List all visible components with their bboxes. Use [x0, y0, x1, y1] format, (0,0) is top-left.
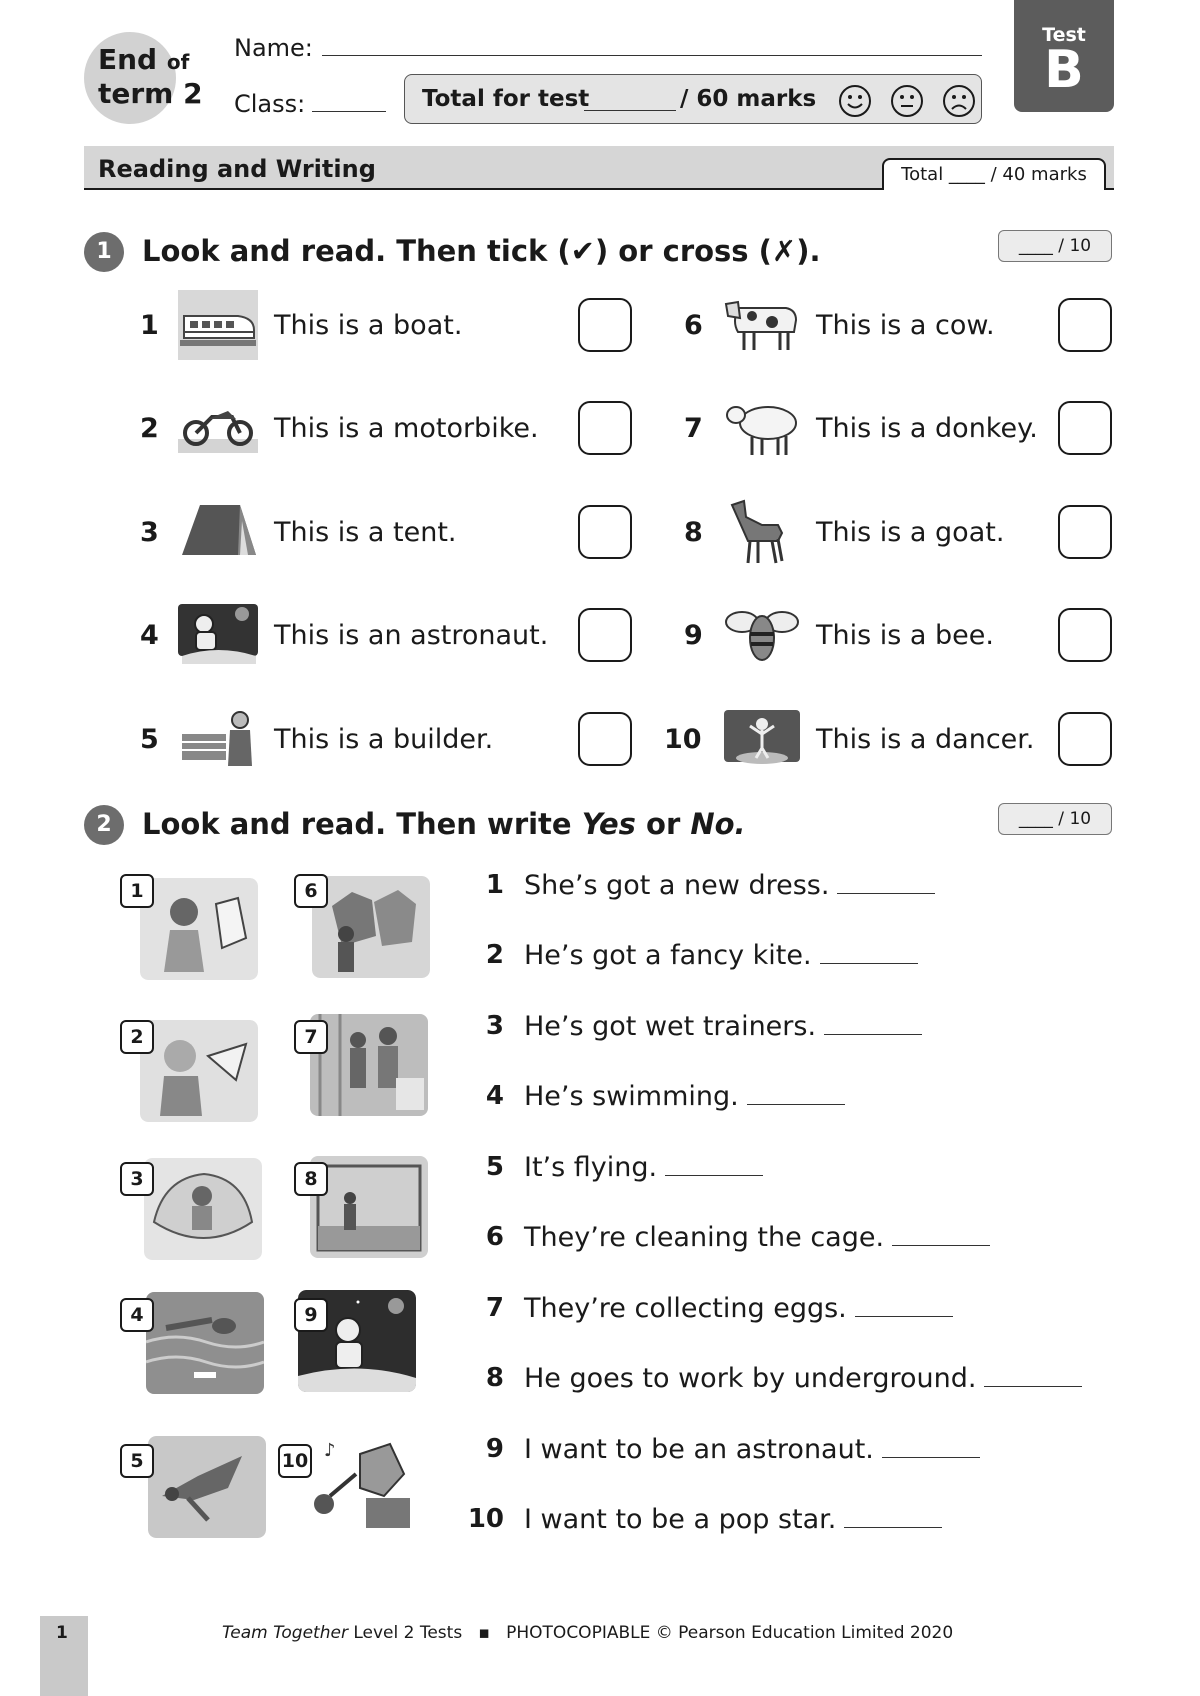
sheep-icon: [722, 393, 802, 463]
sentence-text: He goes to work by underground.: [524, 1363, 977, 1394]
sentence-text: He’s got wet trainers.: [524, 1011, 817, 1042]
term-title: [98, 44, 203, 110]
tent-icon: [178, 497, 258, 567]
picture-label: 5: [120, 1444, 154, 1478]
total-for-test-label: Total for test: [422, 86, 590, 112]
question-number: 6: [684, 310, 703, 341]
neutral-face-icon[interactable]: [890, 84, 924, 118]
answer-blank[interactable]: [824, 1033, 922, 1035]
horses-picture: [312, 876, 430, 978]
picture-label: 3: [120, 1162, 154, 1196]
exercise-number: 1: [84, 232, 124, 272]
sentence-text: They’re collecting eggs.: [524, 1293, 847, 1324]
question-number: 9: [684, 620, 703, 651]
question-number: 1: [140, 310, 159, 341]
answer-box[interactable]: [578, 608, 632, 662]
answer-box[interactable]: [578, 401, 632, 455]
footer-text: [222, 1623, 953, 1643]
sentence: [524, 870, 935, 901]
boy-swimming-picture: [146, 1292, 264, 1394]
svg-text:♪: ♪: [324, 1440, 336, 1461]
sentence-number: 6: [485, 1222, 504, 1252]
exercise-score: ____ / 10: [998, 230, 1112, 262]
answer-box[interactable]: [1058, 712, 1112, 766]
picture-label: 9: [294, 1298, 328, 1332]
happy-face-icon[interactable]: [838, 84, 872, 118]
question-text: This is a tent.: [274, 517, 457, 548]
sentence: [524, 1504, 942, 1535]
answer-box[interactable]: [578, 505, 632, 559]
sentence-text: I want to be a pop star.: [524, 1504, 837, 1535]
sentence: [524, 1011, 922, 1042]
answer-blank[interactable]: [820, 962, 918, 964]
question-number: 5: [140, 724, 159, 755]
pop-star-picture: [304, 1434, 422, 1536]
sentence-number: 9: [485, 1434, 504, 1464]
sentence: [524, 1293, 953, 1324]
sentence-number: 10: [467, 1504, 504, 1534]
question-text: This is a dancer.: [816, 724, 1035, 755]
footer-copyright: Level 2 Tests ▪ PHOTOCOPIABLE © Pearson Education Limited 2020: [347, 1623, 954, 1643]
sentence-number: 1: [485, 870, 504, 900]
boy-kite-picture: [140, 1020, 258, 1122]
answer-blank[interactable]: [837, 892, 935, 894]
question-number: 10: [664, 724, 702, 755]
builder-icon: [178, 704, 258, 774]
motorbike-icon: [178, 393, 258, 463]
picture-label: 10: [278, 1444, 312, 1478]
answer-box[interactable]: [1058, 401, 1112, 455]
question-number: 7: [684, 413, 703, 444]
exercise-title: Look and read. Then tick (✔) or cross (✗).: [142, 234, 821, 268]
girl-dress-picture: [140, 878, 258, 980]
exercise-score: ____ / 10: [998, 803, 1112, 835]
picture-label: 1: [120, 874, 154, 908]
exercise-title: [142, 807, 746, 841]
answer-box[interactable]: [578, 712, 632, 766]
sentence-text: She’s got a new dress.: [524, 870, 830, 901]
answer-blank[interactable]: [882, 1456, 980, 1458]
sentence-number: 5: [485, 1152, 504, 1182]
exercise-title-no: No.: [690, 807, 746, 841]
boy-wet-trainers-picture: [144, 1158, 262, 1260]
test-tab: [1014, 0, 1114, 112]
sentence-number: 4: [485, 1081, 504, 1111]
sentence-number: 8: [485, 1363, 504, 1393]
picture-label: 7: [294, 1020, 328, 1054]
name-label: Name:: [234, 34, 313, 62]
question-text: This is a bee.: [816, 620, 994, 651]
answer-box[interactable]: [1058, 505, 1112, 559]
question-text: This is a motorbike.: [274, 413, 539, 444]
sad-face-icon[interactable]: [942, 84, 976, 118]
exercise-title-yes: Yes: [581, 807, 636, 841]
horse-icon: [722, 497, 802, 567]
bee-icon: [722, 600, 802, 670]
picture-label: 4: [120, 1298, 154, 1332]
sentence-text: It’s flying.: [524, 1152, 658, 1183]
test-label: Test: [1042, 24, 1086, 46]
dancer-icon: [722, 704, 802, 774]
section-title: Reading and Writing: [98, 155, 376, 183]
question-text: This is a cow.: [816, 310, 995, 341]
answer-box[interactable]: [1058, 608, 1112, 662]
flying-duck-picture: [148, 1436, 266, 1538]
sentence-text: He’s swimming.: [524, 1081, 739, 1112]
sentence-text: They’re cleaning the cage.: [524, 1222, 885, 1253]
total-score-field[interactable]: [584, 110, 676, 111]
question-text: This is a boat.: [274, 310, 463, 341]
sentence-text: He’s got a fancy kite.: [524, 940, 812, 971]
picture-label: 2: [120, 1020, 154, 1054]
term-line1: End: [98, 43, 158, 76]
answer-box[interactable]: [578, 298, 632, 352]
question-number: 8: [684, 517, 703, 548]
sentence-number: 2: [485, 940, 504, 970]
test-letter: B: [1044, 40, 1084, 100]
answer-blank[interactable]: [747, 1103, 845, 1105]
class-label: Class:: [234, 90, 306, 118]
sentence: [524, 1081, 845, 1112]
answer-blank[interactable]: [892, 1244, 990, 1246]
picture-label: 8: [294, 1162, 328, 1196]
sentence: [524, 1363, 1082, 1394]
page-number: 1: [56, 1623, 68, 1643]
picture-label: 6: [294, 874, 328, 908]
sentence: [524, 1434, 980, 1465]
exercise-title-prefix: Look and read. Then write: [142, 807, 572, 841]
question-number: 2: [140, 413, 159, 444]
term-of: of: [166, 50, 190, 74]
sentence-number: 7: [485, 1293, 504, 1323]
question-text: This is an astronaut.: [274, 620, 549, 651]
class-field[interactable]: [312, 111, 386, 112]
exercise-number: 2: [84, 805, 124, 845]
question-text: This is a builder.: [274, 724, 494, 755]
sentence: [524, 1152, 763, 1183]
train-icon: [178, 290, 258, 360]
sentence: [524, 1222, 990, 1253]
question-text: This is a goat.: [816, 517, 1005, 548]
section-total: Total ____ / 40 marks: [882, 158, 1106, 190]
name-field[interactable]: [322, 55, 982, 56]
term-line2: term 2: [98, 77, 203, 110]
sentence-text: I want to be an astronaut.: [524, 1434, 874, 1465]
question-number: 3: [140, 517, 159, 548]
answer-blank[interactable]: [665, 1174, 763, 1176]
exercise-title-or: or: [646, 807, 681, 841]
sentence-number: 3: [485, 1011, 504, 1041]
answer-box[interactable]: [1058, 298, 1112, 352]
question-number: 4: [140, 620, 159, 651]
answer-blank[interactable]: [844, 1526, 942, 1528]
cow-icon: [722, 290, 802, 360]
total-marks-label: / 60 marks: [680, 86, 817, 112]
question-text: This is a donkey.: [816, 413, 1038, 444]
answer-blank[interactable]: [984, 1385, 1082, 1387]
answer-blank[interactable]: [855, 1315, 953, 1317]
astronaut-icon: [178, 600, 258, 670]
sentence: [524, 940, 918, 971]
footer-book-title: Team Together: [222, 1623, 348, 1643]
